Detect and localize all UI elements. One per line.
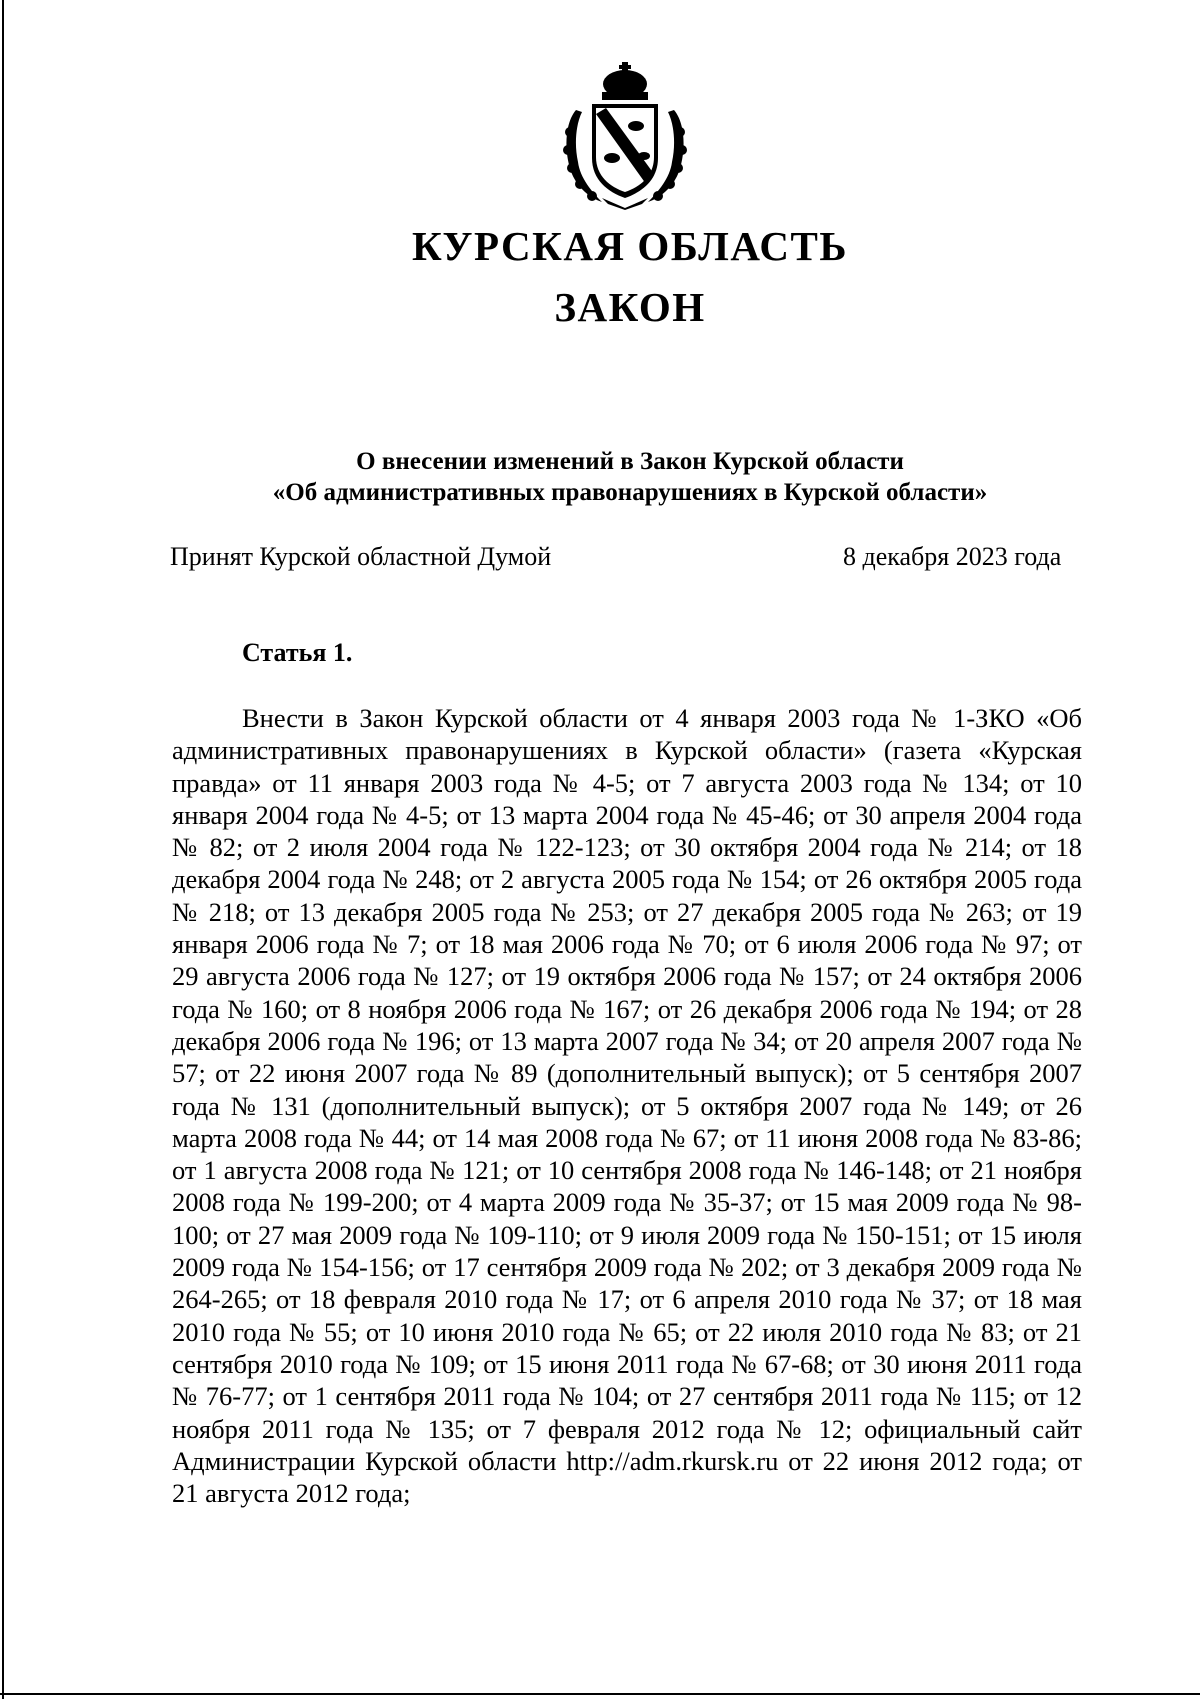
adopted-date: 8 декабря 2023 года bbox=[843, 542, 1062, 571]
law-title-line1: О внесении изменений в Закон Курской области bbox=[356, 448, 904, 475]
document-type-heading: ЗАКОН bbox=[554, 284, 706, 330]
page-border-bottom bbox=[0, 1693, 1200, 1695]
article-heading: Статья 1. bbox=[242, 638, 353, 667]
law-title-line2: «Об административных правонарушениях в Курской области» bbox=[272, 479, 988, 506]
adopted-by: Принят Курской областной Думой bbox=[170, 542, 552, 571]
region-heading: КУРСКАЯ ОБЛАСТЬ bbox=[411, 223, 848, 269]
kursk-coat-of-arms-icon bbox=[562, 62, 688, 210]
article-body-text: Внести в Закон Курской области от 4 января 2003 года № 1-ЗКО «Об административных правонарушениях в Курской области» (газета «Курская правда» от 11 января 2003 года № 4-5; от 7 августа 2003 года № 134; от 10 января 2004 года № 4-5; от 13 марта 2004 года № 45-46; от 30 апреля 2004 года № 82; от 2 июля 2004 года № 122-123; от 30 октября 2004 года № 214; от 18 декабря 2004 года № 248; от 2 августа 2005 года № 154; от 26 октября 2005 года № 218; от 13 декабря 2005 года № 253; от 27 декабря 2005 года № 263; от 19 января 2006 года № 7; от 18 мая 2006 года № 70; от 6 июля 2006 года № 97; от 29 августа 2006 года № 127; от 19 октября 2006 года № 157; от 24 октября 2006 года № 160; от 8 ноября 2006 года № 167; от 26 декабря 2006 года № 194; от 28 декабря 2006 года № 196; от 13 марта 2007 года № 34; от 20 апреля 2007 года № 57; от 22 июня 2007 года № 89 (дополнительный выпуск); от 5 сентября 2007 года № 131 (дополнительный выпуск); от 5 октября 2007 года № 149; от 26 марта 2008 года № 44; от 14 мая 2008 года № 67; от 11 июня 2008 года № 83-86; от 1 августа 2008 года № 121; от 10 сентября 2008 года № 146-148; от 21 ноября 2008 года № 199-200; от 4 марта 2009 года № 35-37; от 15 мая 2009 года № 98-100; от 27 мая 2009 года № 109-110; от 9 июля 2009 года № 150-151; от 15 июля 2009 года № 154-156; от 17 сентября 2009 года № 202; от 3 декабря 2009 года № 264-265; от 18 февраля 2010 года № 17; от 6 апреля 2010 года № 37; от 18 мая 2010 года № 55; от 10 июня 2010 года № 65; от 22 июля 2010 года № 83; от 21 сентября 2010 года № 109; от 15 июня 2011 года № 67-68; от 30 июня 2011 года № 76-77; от 1 сентября 2011 года № 104; от 27 сентября 2011 года № 115; от 12 ноября 2011 года № 135; от 7 февраля 2012 года № 12; официальный сайт Администрации Курской области http://adm.rkursk.ru от 22 июня 2012 года; от 21 августа 2012 года; bbox=[172, 703, 1082, 1509]
